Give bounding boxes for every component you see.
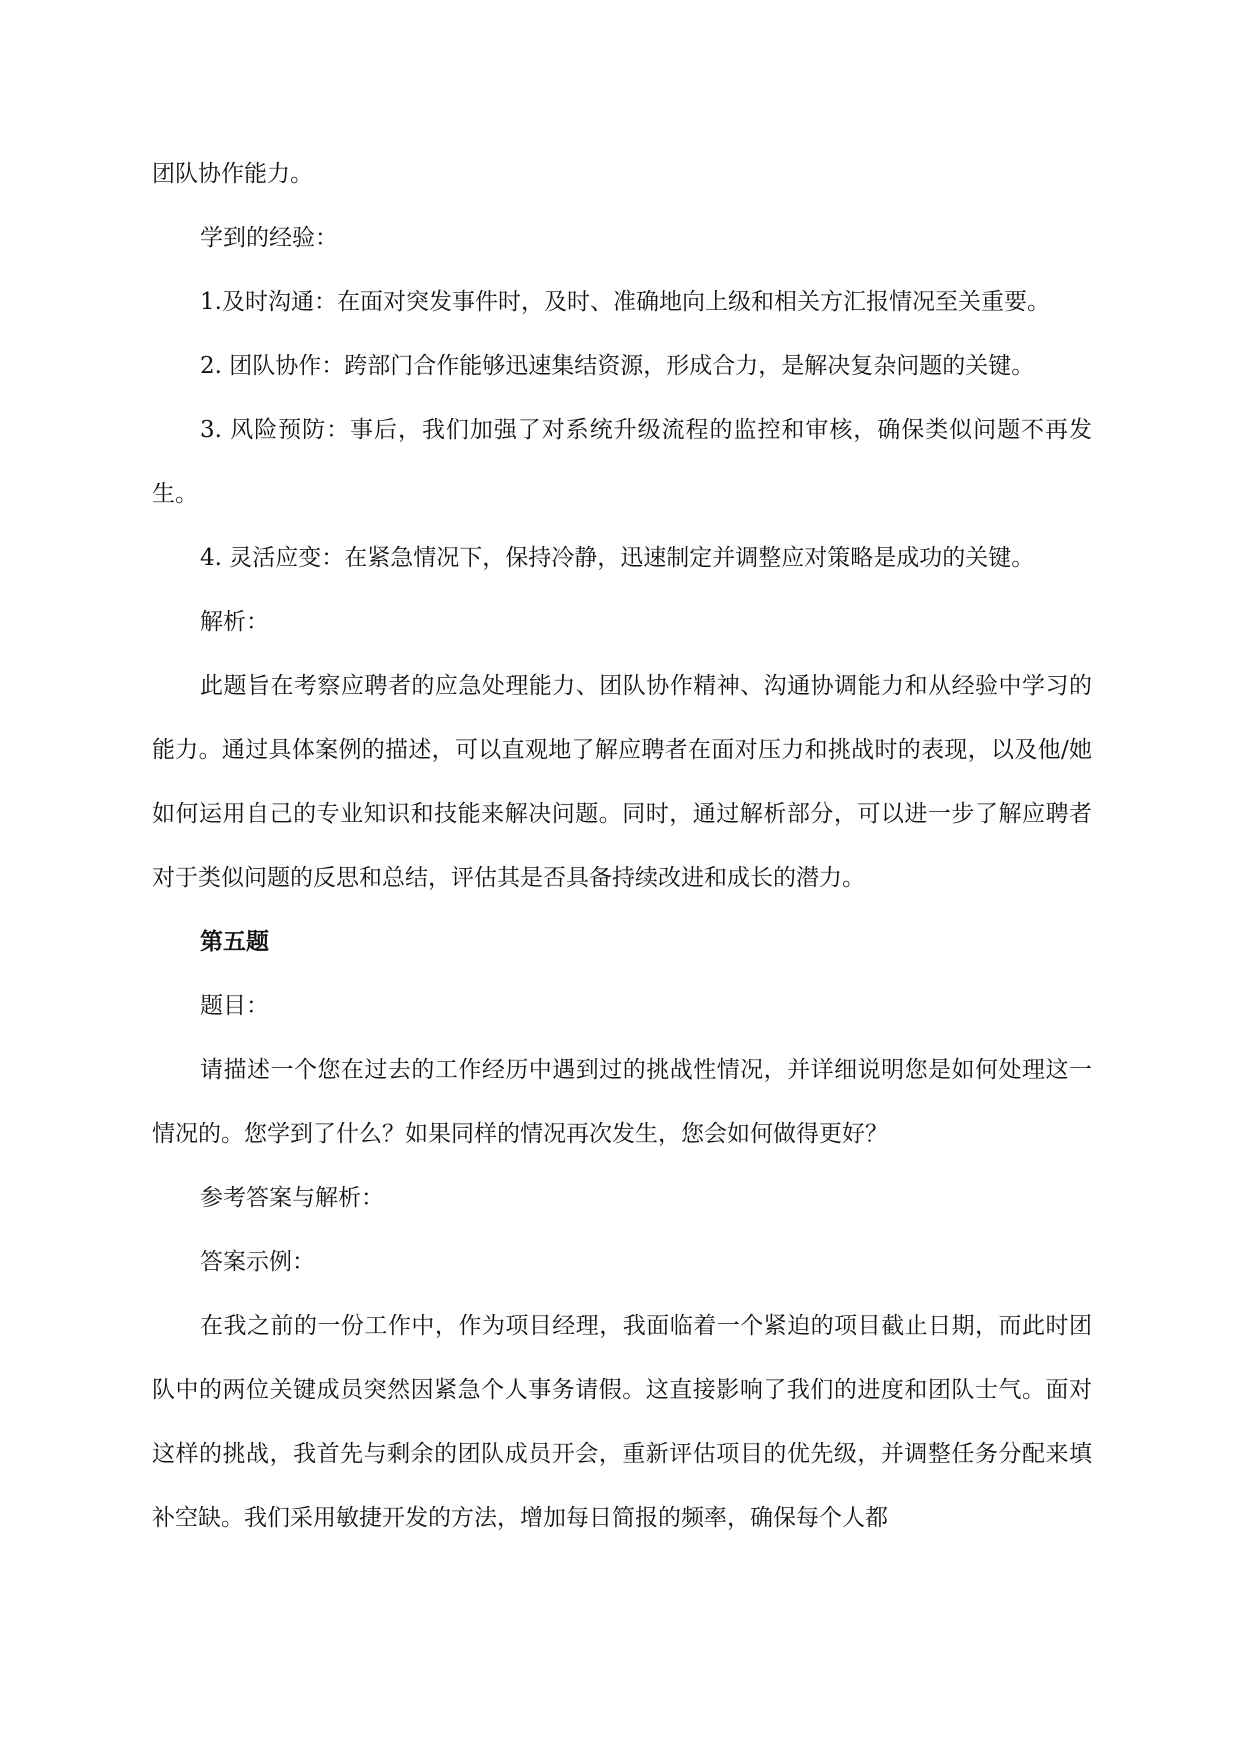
paragraph-continuation: 团队协作能力。 [152, 161, 313, 187]
paragraph-answer-example-body: 在我之前的一份工作中，作为项目经理，我面临着一个紧迫的项目截止日期，而此时团队中的两位关键成员突然因紧急个人事务请假。这直接影响了我们的进度和团队士气。面对这样的挑战，我首先与剩余的团队成员开会，重新评估项目的优先级，并调整任务分配来填补空缺。我们采用敏捷开发的方法，增加每日简报的频率，确保每个人都 [152, 1313, 1092, 1531]
paragraph-analysis-heading: 解析： [200, 609, 269, 635]
paragraph-analysis-body: 此题旨在考察应聘者的应急处理能力、团队协作精神、沟通协调能力和从经验中学习的能力。通过具体案例的描述，可以直观地了解应聘者在面对压力和挑战时的表现，以及他/她如何运用自己的专业知识和技能来解决问题。同时，通过解析部分，可以进一步了解应聘者对于类似问题的反思和总结，评估其是否具备持续改进和成长的潜力。 [152, 673, 1092, 891]
paragraph-question-body: 请描述一个您在过去的工作经历中遇到过的挑战性情况，并详细说明您是如何处理这一情况的。您学到了什么？如果同样的情况再次发生，您会如何做得更好？ [152, 1057, 1092, 1147]
paragraph-reference-answer-label: 参考答案与解析： [200, 1185, 384, 1211]
document-body [152, 142, 1092, 1550]
paragraph-lesson-3: 3. 风险预防：事后，我们加强了对系统升级流程的监控和审核，确保类似问题不再发生。 [152, 417, 1092, 507]
paragraph-question-label: 题目： [200, 993, 269, 1019]
paragraph-lessons-heading: 学到的经验： [200, 225, 338, 251]
paragraph-lesson-2: 2. 团队协作：跨部门合作能够迅速集结资源，形成合力，是解决复杂问题的关键。 [200, 353, 1035, 379]
paragraph-lesson-1: 1.及时沟通：在面对突发事件时，及时、准确地向上级和相关方汇报情况至关重要。 [200, 289, 1050, 315]
section-title-question-5: 第五题 [200, 928, 269, 955]
paragraph-answer-example-label: 答案示例： [200, 1249, 315, 1275]
paragraph-lesson-4: 4. 灵活应变：在紧急情况下，保持冷静，迅速制定并调整应对策略是成功的关键。 [200, 545, 1035, 571]
